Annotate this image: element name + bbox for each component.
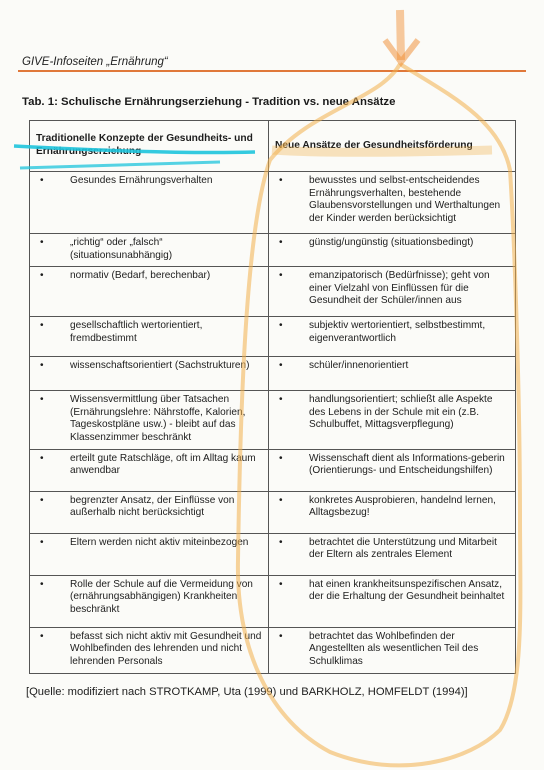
page-header-title: GIVE-Infoseiten „Ernährung“ xyxy=(22,56,168,68)
traditional-cell xyxy=(30,267,269,317)
col-header-traditional: Traditionelle Konzepte der Gesundheits- und Ernährungserziehung xyxy=(30,121,269,172)
bullet-mark: • xyxy=(40,360,44,372)
table-row xyxy=(30,172,516,234)
table-row xyxy=(30,234,516,267)
traditional-cell xyxy=(30,317,269,357)
table-caption: Tab. 1: Schulische Ernährungserziehung - Tradition vs. neue Ansätze xyxy=(22,96,396,108)
bullet-mark: • xyxy=(279,270,283,282)
bullet-mark: • xyxy=(40,630,44,642)
cell-text: subjektiv wertorientiert, selbstbestimmt, eigenverantwortlich xyxy=(309,320,486,344)
table-row xyxy=(30,449,516,491)
bullet-mark: • xyxy=(279,175,283,186)
orange-arrow-head xyxy=(385,40,418,62)
new-approach-cell xyxy=(269,575,516,627)
source-footer: [Quelle: modifiziert nach STROTKAMP, Uta (1999) und BARKHOLZ, HOMFELDT (1994)] xyxy=(26,686,468,698)
cell-text: günstig/ungünstig (situationsbedingt) xyxy=(309,237,474,248)
bullet-mark: • xyxy=(279,578,283,590)
new-approach-cell xyxy=(269,234,516,267)
cell-text: erteilt gute Ratschläge, oft im Alltag kaum anwendbar xyxy=(70,452,256,477)
table-row xyxy=(30,267,516,317)
bullet-mark: • xyxy=(279,494,283,506)
traditional-cell xyxy=(30,391,269,449)
table-row xyxy=(30,533,516,575)
bullet-mark: • xyxy=(279,630,283,642)
bullet-mark: • xyxy=(279,536,283,548)
bullet-mark: • xyxy=(40,270,44,282)
cell-text: betrachtet die Unterstützung und Mitarbeit der Eltern als zentrales Element xyxy=(309,536,497,561)
traditional-cell xyxy=(30,357,269,391)
cell-text: hat einen krankheitsunspezifischen Ansatz, der die Erhaltung der Gesundheit beinhaltet xyxy=(309,578,505,603)
table-row xyxy=(30,317,516,357)
cell-text: normativ (Bedarf, berechenbar) xyxy=(70,270,211,282)
cell-text: gesellschaftlich wertorientiert, fremdbestimmt xyxy=(70,320,203,344)
table-row xyxy=(30,627,516,673)
bullet-mark: • xyxy=(279,394,283,406)
bullet-mark: • xyxy=(279,360,283,372)
cell-text: Rolle der Schule auf die Vermeidung von (ernährungsabhängigen) Krankheiten beschränkt xyxy=(70,578,253,615)
bullet-mark: • xyxy=(40,452,44,464)
cell-text: Wissensvermittlung über Tatsachen (Ernährungslehre: Nährstoffe, Kalorien, Tageskostpläne usw.) - bleibt auf das Klassenzimmer beschränkt xyxy=(70,394,246,443)
comparison-table xyxy=(29,120,516,674)
bullet-mark: • xyxy=(279,452,283,464)
traditional-cell xyxy=(30,449,269,491)
cell-text: Eltern werden nicht aktiv miteinbezogen xyxy=(70,536,249,548)
cell-text: handlungsorientiert; schließt alle Aspekte des Lebens in der Schule mit ein (z.B. Schulbuffet, Mittagsverpflegung) xyxy=(309,394,493,431)
bullet-mark: • xyxy=(40,320,44,332)
table-row xyxy=(30,357,516,391)
cell-text: bewusstes und selbst-entscheidendes Ernährungsverhalten, bestehende Glaubensvorstellungen und Werthaltungen der Kinder werden berücksichtigt xyxy=(309,175,501,224)
traditional-cell xyxy=(30,627,269,673)
new-approach-cell xyxy=(269,491,516,533)
cell-text: befasst sich nicht aktiv mit Gesundheit und Wohlbefinden des lehrenden und nicht lehrenden Personals xyxy=(70,630,262,667)
cell-text: „richtig“ oder „falsch“ (situationsunabhängig) xyxy=(70,237,173,261)
traditional-cell xyxy=(30,575,269,627)
traditional-cell xyxy=(30,234,269,267)
bullet-mark: • xyxy=(40,394,44,406)
bullet-mark: • xyxy=(40,175,44,186)
new-approach-cell xyxy=(269,627,516,673)
new-approach-cell xyxy=(269,449,516,491)
cell-text: wissenschaftsorientiert (Sachstrukturen) xyxy=(70,360,250,372)
table-row xyxy=(30,491,516,533)
cell-text: betrachtet das Wohlbefinden der Angestellten als wesentlichen Teil des Schulklimas xyxy=(309,630,479,667)
cell-text: schüler/innenorientiert xyxy=(309,360,409,372)
cell-text: emanzipatorisch (Bedürfnisse); geht von einer Vielzahl von Einflüssen für die Gesundheit der Schüler/innen aus xyxy=(309,270,490,307)
table-body xyxy=(30,172,516,674)
bullet-mark: • xyxy=(40,536,44,548)
cell-text: begrenzter Ansatz, der Einflüsse von außerhalb nicht berücksichtigt xyxy=(70,494,235,519)
bullet-mark: • xyxy=(279,320,283,332)
cell-text: Gesundes Ernährungsverhalten xyxy=(70,175,213,186)
traditional-cell xyxy=(30,491,269,533)
table-row xyxy=(30,391,516,449)
orange-highlighter-stroke xyxy=(400,10,401,60)
new-approach-cell xyxy=(269,391,516,449)
traditional-cell xyxy=(30,172,269,234)
cell-text: Wissenschaft dient als Informations-geberin (Orientierungs- und Entscheidungshilfen) xyxy=(309,452,505,477)
new-approach-cell xyxy=(269,533,516,575)
header-rule xyxy=(18,70,526,72)
bullet-mark: • xyxy=(40,237,44,248)
bullet-mark: • xyxy=(40,578,44,590)
new-approach-cell xyxy=(269,267,516,317)
new-approach-cell xyxy=(269,357,516,391)
col-header-new: Neue Ansätze der Gesundheitsförderung xyxy=(269,121,516,172)
table-row xyxy=(30,575,516,627)
traditional-cell xyxy=(30,533,269,575)
cell-text: konkretes Ausprobieren, handelnd lernen, Alltagsbezug! xyxy=(309,494,496,519)
bullet-mark: • xyxy=(279,237,283,248)
new-approach-cell xyxy=(269,172,516,234)
new-approach-cell xyxy=(269,317,516,357)
table-header-row xyxy=(30,121,516,172)
bullet-mark: • xyxy=(40,494,44,506)
